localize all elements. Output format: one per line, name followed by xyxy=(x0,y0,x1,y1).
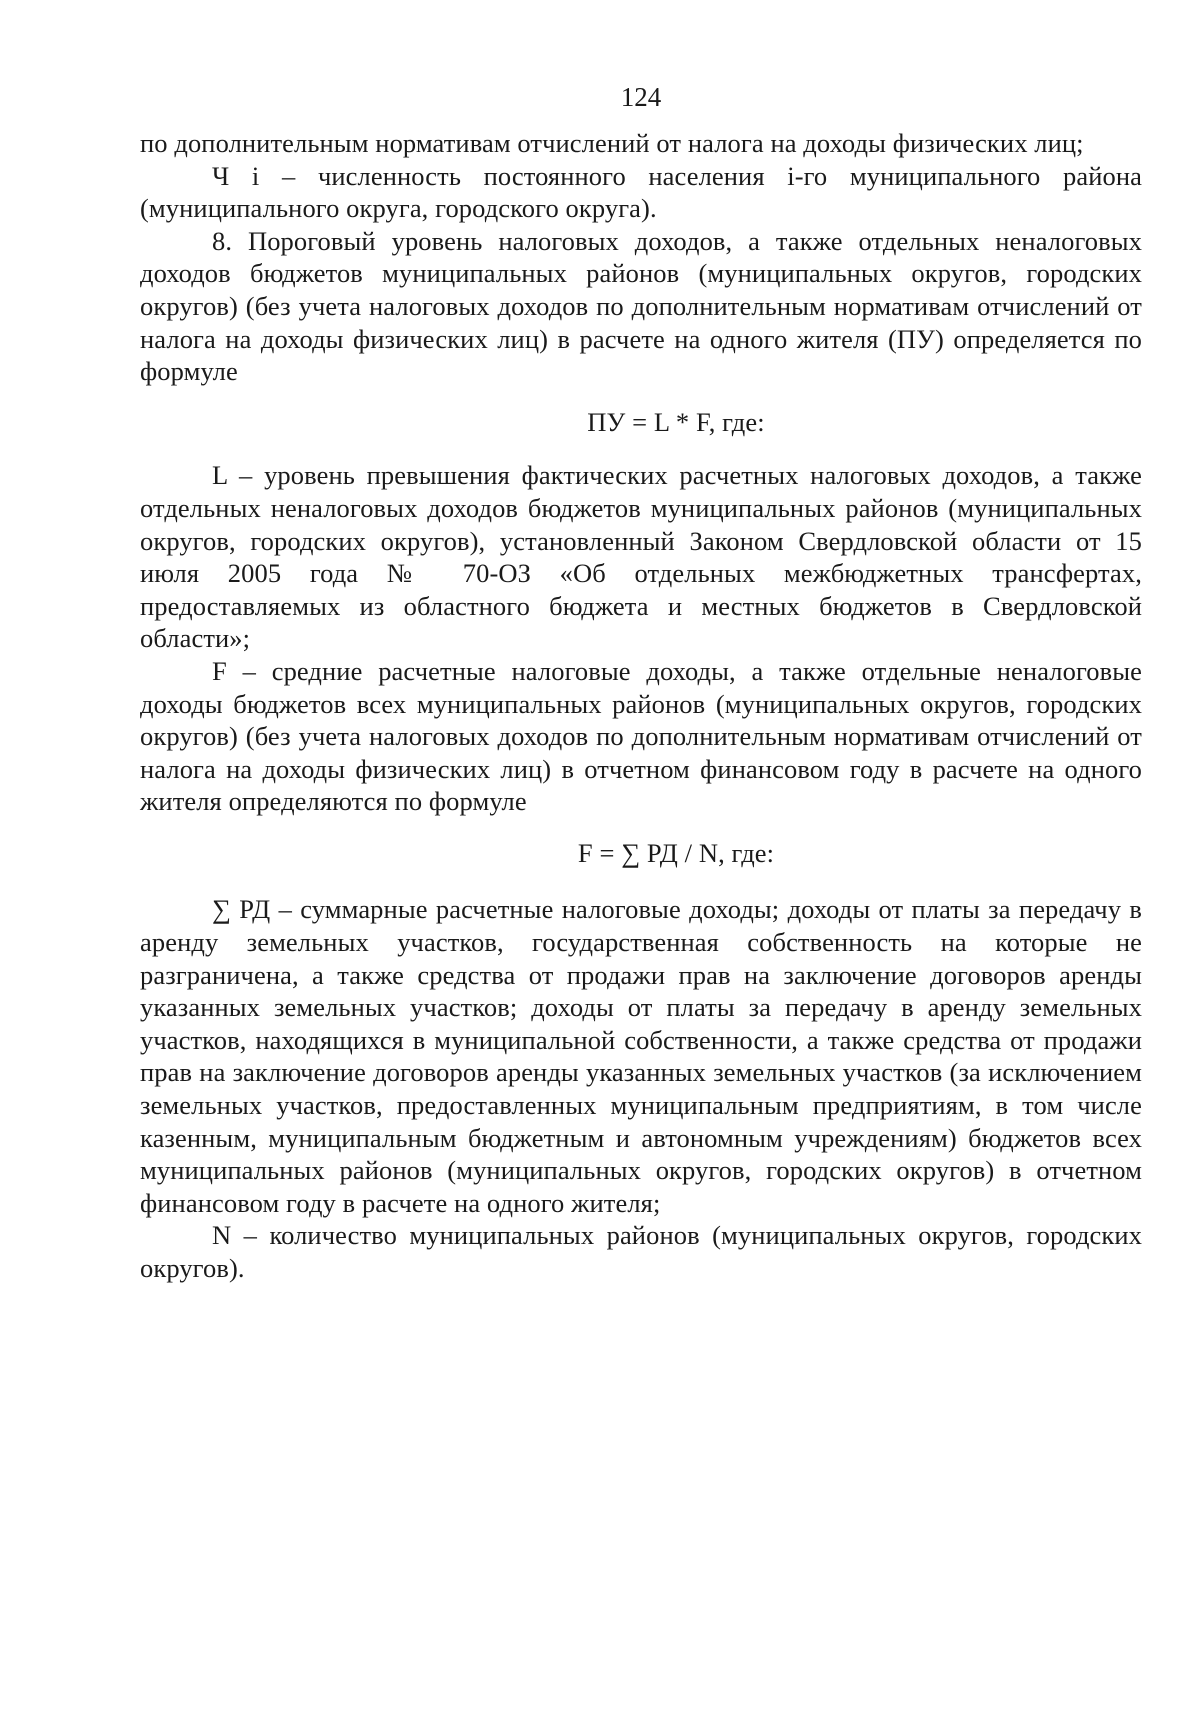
document-body xyxy=(140,127,1142,1285)
formula-f: F = ∑ РД / N, где: xyxy=(577,837,775,868)
formula-pu: ПУ = L * F, где: xyxy=(587,406,765,437)
definition-chi: Ч i – численность постоянного населения i-го муниципального района (муниципального округа, городского округа). xyxy=(140,160,1142,224)
paragraph-continuation: по дополнительным нормативам отчислений от налога на доходы физических лиц; xyxy=(140,128,1084,158)
definition-f: F – средние расчетные налоговые доходы, а также отдельные неналоговые доходы бюджетов всех муниципальных районов (муниципальных округов, городских округов) (без учета налоговых доходов по дополнительным нормативам отчислений от налога на доходы физических лиц) в отчетном финансовом году в расчете на одного жителя определяются по формуле xyxy=(140,655,1142,817)
page-number: 124 xyxy=(620,82,662,112)
definition-l: L – уровень превышения фактических расчетных налоговых доходов, а также отдельных неналоговых доходов бюджетов муниципальных районов (муниципальных округов, городских округов), установленный Законом Свердловской области от 15 июля 2005 года № 70-ОЗ «Об отдельных межбюджетных трансфертах, предоставляемых из областного бюджета и местных бюджетов в Свердловской области»; xyxy=(140,460,1142,654)
definition-sum-rd: ∑ РД – суммарные расчетные налоговые доходы; доходы от платы за передачу в аренду земельных участков, государственная собственность на которые не разграничена, а также средства от продажи прав на заключение договоров аренды указанных земельных участков; доходы от платы за передачу в аренду земельных участков, находящихся в муниципальной собственности, а также средства от продажи прав на заключение договоров аренды указанных земельных участков (за исключением земельных участков, предоставленных муниципальным предприятиям, в том числе казенным, муниципальным бюджетным и автономным учреждениям) бюджетов всех муниципальных районов (муниципальных округов, городских округов) в отчетном финансовом году в расчете на одного жителя; xyxy=(140,894,1142,1218)
paragraph-item-8: 8. Пороговый уровень налоговых доходов, а также отдельных неналоговых доходов бюджетов муниципальных районов (муниципальных округов, городских округов) (без учета налоговых доходов по дополнительным нормативам отчислений от налога на доходы физических лиц) в расчете на одного жителя (ПУ) определяется по формуле xyxy=(140,225,1142,387)
definition-n: N – количество муниципальных районов (муниципальных округов, городских округов). xyxy=(140,1220,1142,1283)
